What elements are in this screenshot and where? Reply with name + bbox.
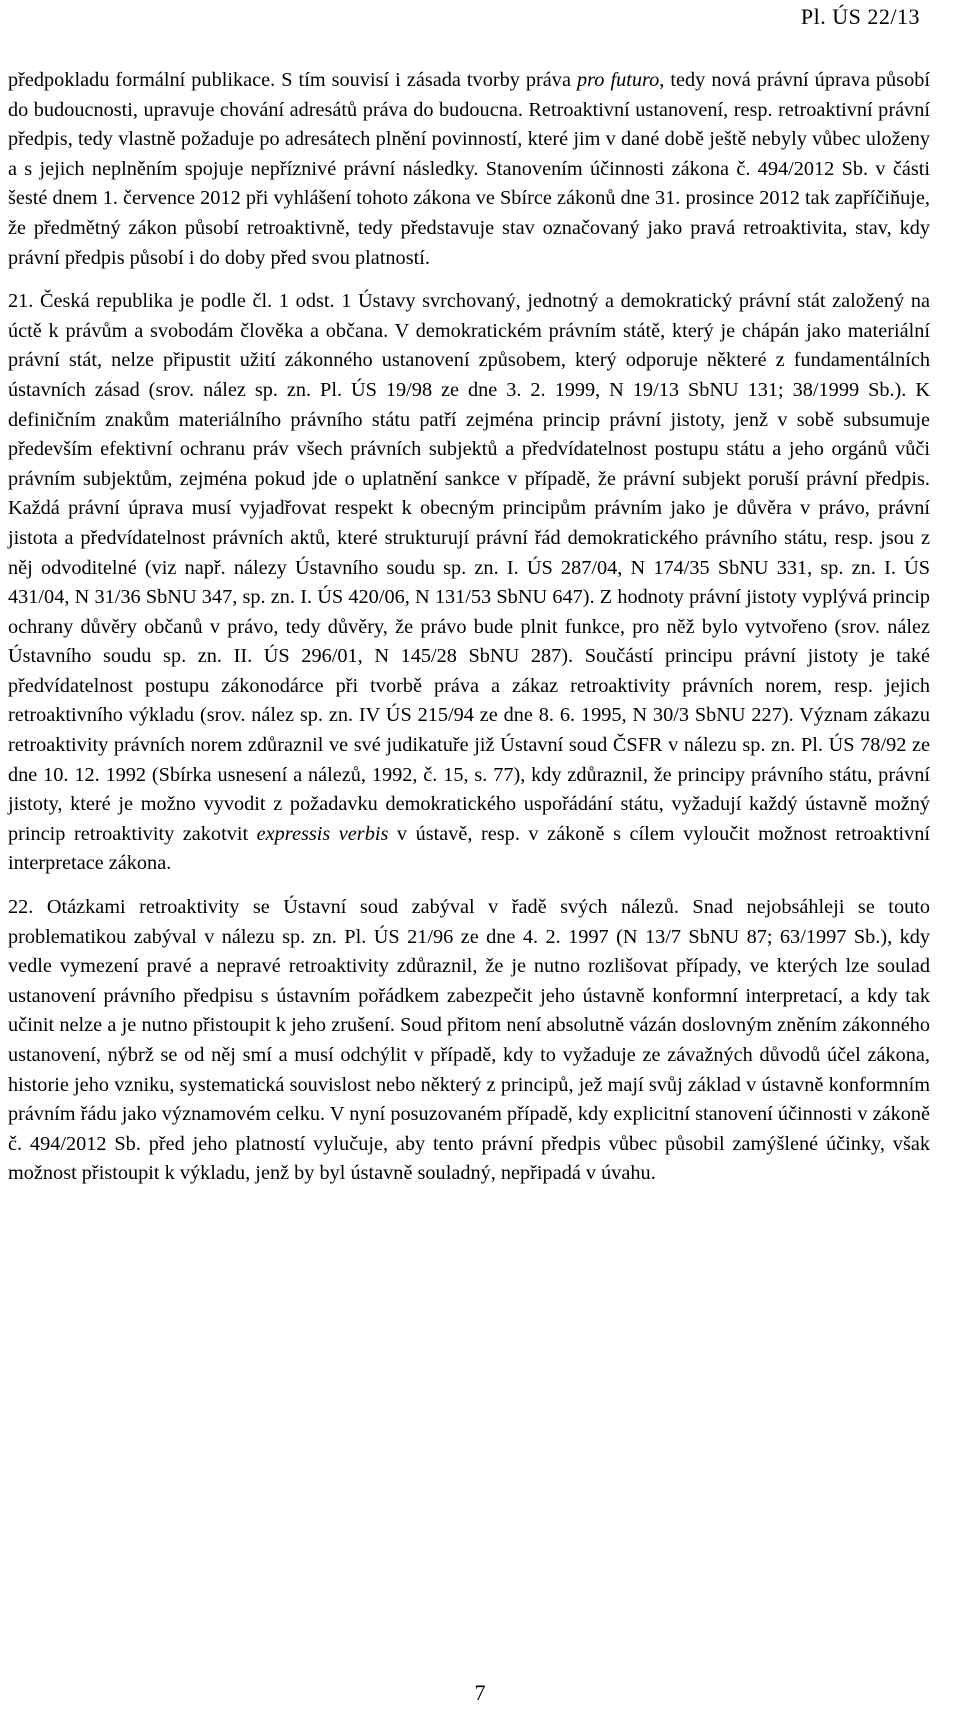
italic-term: expressis verbis — [256, 822, 389, 845]
text-run: v ústavě, resp. v zákoně s cílem vyloučit možnost retroaktivní interpretace zákona. — [8, 822, 930, 875]
italic-term: pro futuro — [577, 69, 660, 91]
paragraph-continuation — [8, 66, 930, 273]
text-run: předpokladu formální publikace. S tím souvisí i zásada tvorby práva — [8, 69, 577, 91]
page-number: 7 — [474, 1680, 486, 1705]
case-reference: Pl. ÚS 22/13 — [800, 4, 920, 29]
text-run: 22. Otázkami retroaktivity se Ústavní soud zabýval v řadě svých nálezů. Snad nejobsáhleji se touto problematikou zabýval v nálezu sp. zn. Pl. ÚS 21/96 ze dne 4. 2. 1997 (N 13/7 SbNU 87; 63/1997 Sb.), kdy vedle vymezení pravé a nepravé retroaktivity zdůraznil, že je nutno rozlišovat případy, ve kterých lze soulad ustanovení právního předpisu s ústavním pořádkem zabezpečit jeho ústavně konformní interpretací, a kdy tak učinit nelze a je nutno přistoupit k jeho zrušení. Soud přitom není absolutně vázán doslovným zněním zákonného ustanovení, nýbrž se od něj smí a musí odchýlit v případě, kdy to vyžaduje ze závažných důvodů účel zákona, historie jeho vzniku, systematická souvislost nebo některý z principů, jež mají svůj základ v ústavně konformním právním řádu jako významovém celku. V nyní posuzovaném případě, kdy explicitní stanovení účinnosti v zákoně č. 494/2012 Sb. před jeho platností vylučuje, aby tento právní předpis vůbec působil zamýšlené účinky, však možnost přistoupit k výkladu, jenž by byl ústavně souladný, nepřipadá v úvahu. — [8, 896, 930, 1185]
document-body — [8, 66, 930, 1189]
text-run: 21. Česká republika je podle čl. 1 odst. 1 Ústavy svrchovaný, jednotný a demokratický právní stát založený na úctě k právům a svobodám člověka a občana. V demokratickém právním státě, který je chápán jako materiální právní stát, nelze připustit užití zákonného ustanovení způsobem, který odporuje některé z fundamentálních ústavních zásad (srov. nález sp. zn. Pl. ÚS 19/98 ze dne 3. 2. 1999, N 19/13 SbNU 131; 38/1999 Sb.). K definičním znakům materiálního právního státu patří zejména princip právní jistoty, jenž v sobě subsumuje především efektivní ochranu práv všech právních subjektů a předvídatelnost postupu státu a jeho orgánů vůči právním subjektům, zejména pokud jde o uplatnění sankce v případě, že právní subjekt poruší právní předpis. Každá právní úprava musí vyjadřovat respekt k obecným principům právním jako je důvěra v právo, právní jistota a předvídatelnost právních aktů, které strukturují právní řád demokratického právního státu, resp. jsou z něj odvoditelné (viz např. nálezy Ústavního soudu sp. zn. I. ÚS 287/04, N 174/35 SbNU 331, sp. zn. I. ÚS 431/04, N 31/36 SbNU 347, sp. zn. I. ÚS 420/06, N 131/53 SbNU 647). Z hodnoty právní jistoty vyplývá princip ochrany důvěry občanů v právo, tedy důvěry, že právo bude plnit funkce, pro něž bylo vytvořeno (srov. nález Ústavního soudu sp. zn. II. ÚS 296/01, N 145/28 SbNU 287). Součástí principu právní jistoty je také předvídatelnost postupu zákonodárce při tvorbě práva a zákaz retroaktivity právních norem, resp. jejich retroaktivního výkladu (srov. nález sp. zn. IV ÚS 215/94 ze dne 8. 6. 1995, N 30/3 SbNU 227). Význam zákazu retroaktivity právních norem zdůraznil ve své judikatuře již Ústavní soud ČSFR v nálezu sp. zn. Pl. ÚS 78/92 ze dne 10. 12. 1992 (Sbírka usnesení a nálezů, 1992, č. 15, s. 77), kdy zdůraznil, že principy právního státu, právní jistoty, které je možno vyvodit z požadavku demokratického uspořádání státu, vyžadují každý ústavně možný princip retroaktivity zakotvit — [8, 290, 930, 845]
paragraph-22 — [8, 893, 930, 1189]
paragraph-21 — [8, 287, 930, 879]
text-run: , tedy nová právní úprava působí do budoucnosti, upravuje chování adresátů práva do budoucna. Retroaktivní ustanovení, resp. retroaktivní právní předpis, tedy vlastně požaduje po adresátech plnění povinností, které jim v dané době ještě nebyly vůbec uloženy a s jejich neplněním spojuje nepříznivé právní následky. Stanovením účinnosti zákona č. 494/2012 Sb. v části šesté dnem 1. července 2012 při vyhlášení tohoto zákona ve Sbírce zákonů dne 31. prosince 2012 tak zapříčiňuje, že předmětný zákon působí retroaktivně, tedy představuje stav označovaný jako pravá retroaktivita, stav, kdy právní předpis působí i do doby před svou platností. — [8, 69, 930, 269]
